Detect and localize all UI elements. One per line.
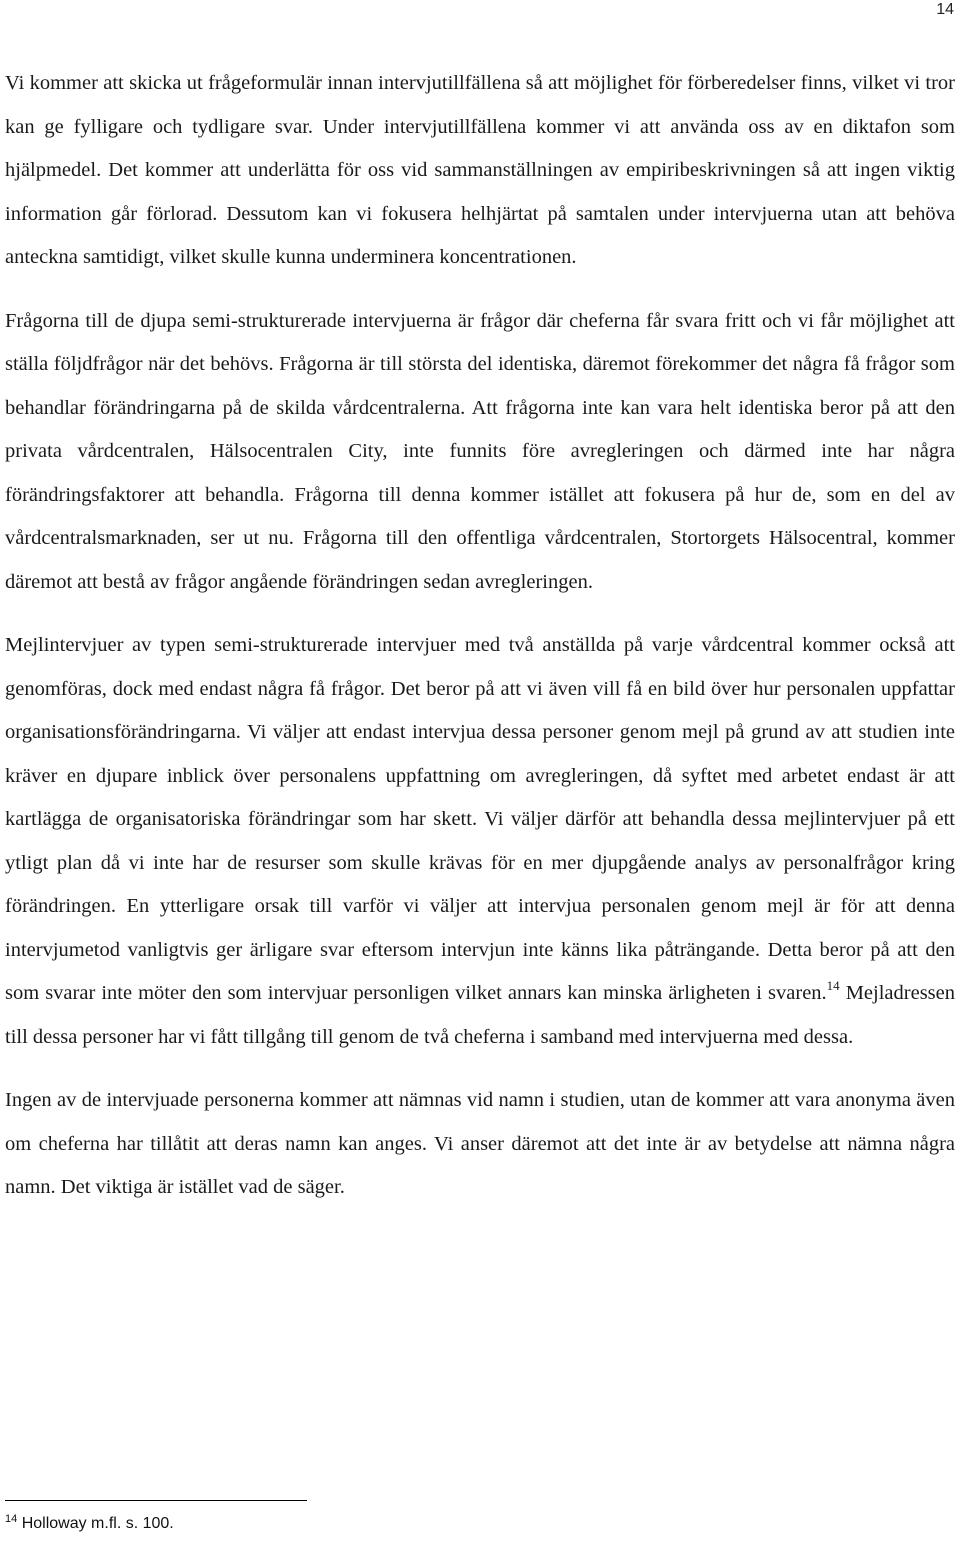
paragraph-1: Vi kommer att skicka ut frågeformulär innan intervjutillfällena så att möjlighet för förberedelser finns, vilket vi tror kan ge fylligare och tydligare svar. Under intervjutillfällena kommer vi att använda oss av en diktafon som hjälpmedel. Det kommer att underlätta för oss vid sammanställningen av empiribeskrivningen så att ingen viktig information går förlorad. Dessutom kan vi fokusera helhjärtat på samtalen under intervjuerna utan att behöva anteckna samtidigt, vilket skulle kunna underminera koncentrationen.	[5, 72, 955, 268]
paragraph-3-text-after: Mejladressen till dessa personer har vi fått tillgång till genom de två cheferna i samband med intervjuerna med dessa.	[5, 982, 956, 1048]
page-number: 14	[936, 1, 954, 18]
footnote-reference[interactable]: 14	[826, 978, 840, 993]
footnote-separator	[5, 1500, 307, 1501]
paragraph-3	[5, 624, 955, 1059]
footnote	[5, 1514, 174, 1534]
footnote-number: 14	[5, 1513, 18, 1525]
paragraph-4: Ingen av de intervjuade personerna kommer att nämnas vid namn i studien, utan de kommer att vara anonyma även om cheferna har tillåtit att deras namn kan anges. Vi anser däremot att det inte är av betydelse att nämna några namn. Det viktiga är istället vad de säger.	[5, 1089, 955, 1198]
paragraph-2: Frågorna till de djupa semi-strukturerade intervjuerna är frågor där cheferna får svara fritt och vi får möjlighet att ställa följdfrågor när det behövs. Frågorna är till största del identiska, däremot förekommer det några få frågor som behandlar förändringarna på de skilda vårdcentralerna. Att frågorna inte kan vara helt identiska beror på att den privata vårdcentralen, Hälsocentralen City, inte funnits före avregleringen och därmed inte har några förändringsfaktorer att behandla. Frågorna till denna kommer istället att fokusera på hur de, som en del av vårdcentralsmarknaden, ser ut nu. Frågorna till den offentliga vårdcentralen, Stortorgets Hälsocentral, kommer däremot att bestå av frågor angående förändringen sedan avregleringen.	[5, 309, 955, 593]
paragraph-3-text-before: Mejlintervjuer av typen semi-strukturerade intervjuer med två anställda på varje vårdcentral kommer också att genomföras, dock med endast några få frågor. Det beror på att vi även vill få en bild över hur personalen uppfattar organisationsförändringarna. Vi väljer att endast intervjua dessa personer genom mejl på grund av att studien inte kräver en djupare inblick över personalens uppfattning om avregleringen, då syftet med arbetet endast är att kartlägga de organisatoriska förändringar som har skett. Vi väljer därför att behandla dessa mejlintervjuer på ett ytligt plan då vi inte har de resurser som skulle krävas för en mer djupgående analys av personalfrågor kring förändringen. En ytterligare orsak till varför vi väljer att intervjua personalen genom mejl är för att denna intervjumetod vanligtvis ger ärligare svar eftersom intervjun inte känns lika påträngande. Detta beror på att den som svarar inte möter den som intervjuar personligen vilket annars kan minska ärligheten i svaren.	[5, 634, 955, 1004]
body-text	[5, 62, 955, 1210]
footnote-text: Holloway m.fl. s. 100.	[17, 1515, 174, 1532]
